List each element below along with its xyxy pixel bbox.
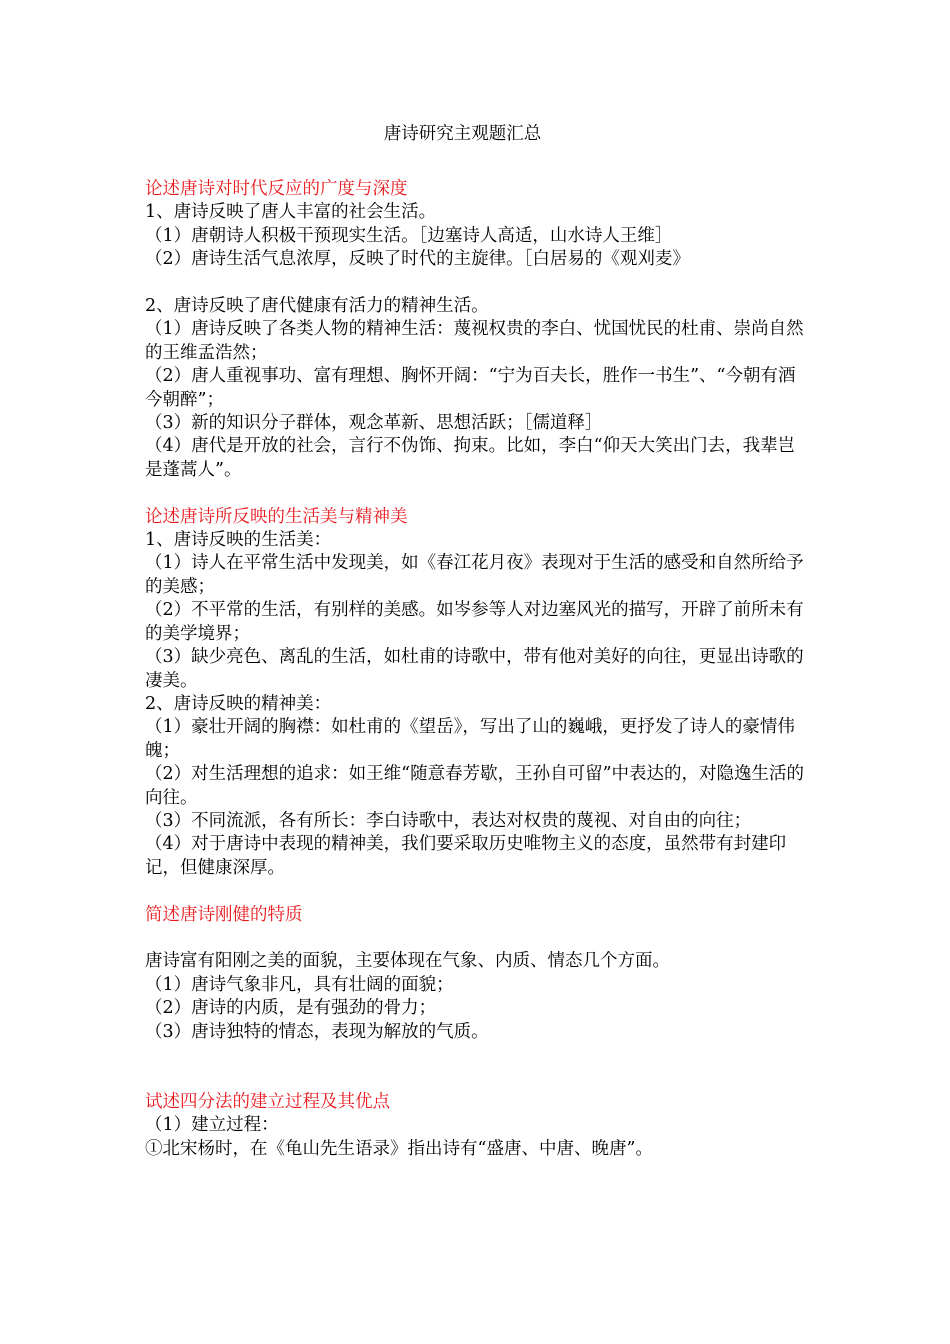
paragraph: （3）不同流派，各有所长：李白诗歌中，表达对权贵的蔑视、对自由的向往； — [145, 810, 752, 831]
paragraph: （2）唐诗生活气息浓厚，反映了时代的主旋律。［白居易的《观刈麦》 — [145, 249, 690, 270]
paragraph: （1）唐朝诗人积极干预现实生活。［边塞诗人高适，山水诗人王维］ — [145, 225, 673, 246]
paragraph: 1、唐诗反映了唐人丰富的社会生活。 — [145, 202, 437, 223]
section-life-spirit-beauty — [145, 506, 810, 881]
document-page — [145, 122, 810, 1161]
paragraph: （3）缺少亮色、离乱的生活，如杜甫的诗歌中，带有他对美好的向往，更显出诗歌的凄美。 — [145, 647, 804, 691]
paragraph: （1）豪壮开阔的胸襟：如杜甫的《望岳》，写出了山的巍峨，更抒发了诗人的豪情伟魄； — [145, 717, 795, 761]
blank-line — [145, 482, 810, 505]
paragraph: （2）唐诗的内质，是有强劲的骨力； — [145, 998, 437, 1019]
blank-line — [145, 1044, 810, 1091]
section-four-period-method — [145, 1091, 810, 1161]
paragraph: （1）唐诗气象非凡，具有壮阔的面貌； — [145, 974, 454, 995]
paragraph: ①北宋杨时，在《龟山先生语录》指出诗有“盛唐、中唐、晚唐”。 — [145, 1138, 653, 1159]
document-title: 唐诗研究主观题汇总 — [383, 124, 542, 144]
blank-line — [145, 880, 810, 903]
paragraph: （2）唐人重视事功、富有理想、胸怀开阔：“宁为百夫长，胜作一书生”、“今朝有酒今朝醉”； — [145, 366, 796, 410]
paragraph: 1、唐诗反映的生活美： — [145, 530, 332, 551]
paragraph: 2、唐诗反映了唐代健康有活力的精神生活。 — [145, 296, 489, 317]
section-heading: 论述唐诗对时代反应的广度与深度 — [145, 179, 408, 199]
blank-line — [145, 272, 810, 295]
blank-line — [145, 927, 810, 950]
paragraph: 2、唐诗反映的精神美： — [145, 693, 332, 714]
paragraph: （1）建立过程： — [145, 1115, 279, 1136]
section-heading: 试述四分法的建立过程及其优点 — [145, 1091, 390, 1112]
paragraph: （4）对于唐诗中表现的精神美，我们要采取历史唯物主义的态度，虽然带有封建印记，但健康深厚。 — [145, 834, 787, 878]
paragraph: 唐诗富有阳刚之美的面貌，主要体现在气象、内质、情态几个方面。 — [145, 951, 670, 972]
section-time-response — [145, 178, 810, 482]
paragraph: （2）不平常的生活，有别样的美感。如岑参等人对边塞风光的描写，开辟了前所未有的美学境界； — [145, 600, 804, 644]
paragraph: （3）新的知识分子群体，观念革新、思想活跃；［儒道释］ — [145, 413, 603, 434]
paragraph: （4）唐代是开放的社会，言行不伪饰、拘束。比如，李白“仰天大笑出门去，我辈岂是蓬蒿人”。 — [145, 436, 796, 480]
paragraph: （3）唐诗独特的情态，表现为解放的气质。 — [145, 1021, 489, 1042]
paragraph: （1）唐诗反映了各类人物的精神生活：蔑视权贵的李白、忧国忧民的杜甫、崇尚自然的王维孟浩然； — [145, 319, 804, 363]
paragraph: （1）诗人在平常生活中发现美，如《春江花月夜》表现对于生活的感受和自然所给予的美感； — [145, 553, 804, 597]
paragraph: （2）对生活理想的追求：如王维“随意春芳歇，王孙自可留”中表达的，对隐逸生活的向往。 — [145, 764, 805, 808]
section-vigorous-quality — [145, 904, 810, 1044]
section-heading: 简述唐诗刚健的特质 — [145, 904, 303, 925]
section-heading: 论述唐诗所反映的生活美与精神美 — [145, 506, 408, 527]
